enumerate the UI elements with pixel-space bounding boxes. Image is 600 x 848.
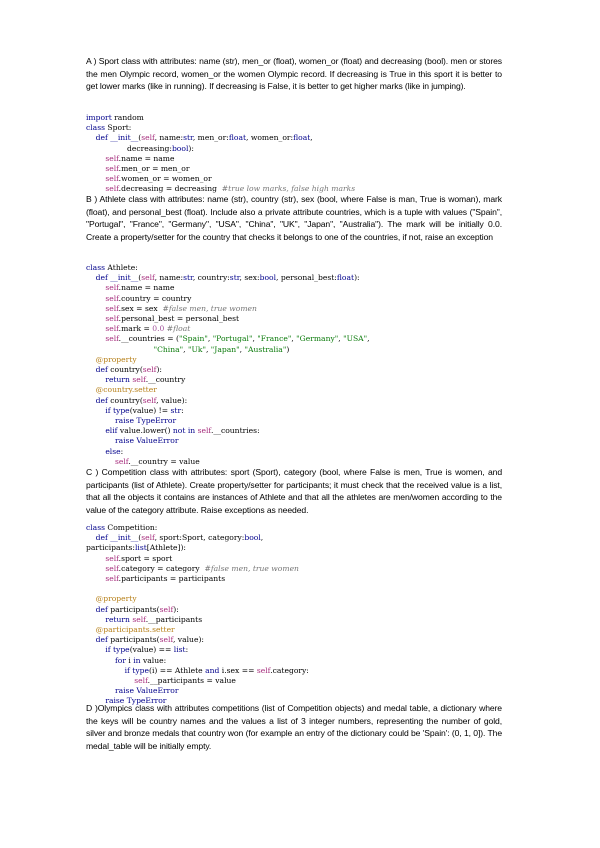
code-line: self.category = category #false men, true women <box>105 563 299 573</box>
code-line: @property <box>86 354 137 364</box>
code-line: import random <box>86 113 144 122</box>
section-a-description: A ) Sport class with attributes: name (str), men_or (float), women_or (float) and decreasing (bool). men or stores the men Olympic record, women_or the women Olympic record. If decreasing is True in this sport it is better to get lower marks (like in running). If decreasing is False, it is better to get higher marks (like in jumping). <box>86 56 502 92</box>
code-line: self.name = name <box>105 153 175 163</box>
code-line: if type(value) != str: <box>105 405 184 415</box>
code-line: class Sport: <box>86 123 132 133</box>
code-line: def __init__(self, name:str, country:str, sex:bool, personal_best:float): <box>95 273 360 283</box>
code-line: self.decreasing = decreasing #true low marks, false high marks <box>105 184 356 194</box>
code-line: self.name = name <box>105 283 175 293</box>
code-line: class Athlete: <box>86 263 138 272</box>
section-b-description: B ) Athlete class with attributes: name (str), country (str), sex (bool, where False is man, True is woman), mark (float), and personal_best (float). Include also a private attribute countries, which is a tuple with values ("Spain", "Portugal", "France", "Germany", "USA", "China", "UK", "Japan", "Australia"). The mark will be initially 0.0. Create a property/setter for the country that checks it belongs to one of the countries, if not, raise an exception <box>86 194 502 242</box>
code-line: if type(value) == list: <box>105 645 189 655</box>
code-line: self.__countries = ("Spain", "Portugal", "France", "Germany", "USA", <box>105 334 370 344</box>
code-line: @participants.setter <box>86 625 175 635</box>
code-line: self.participants = participants <box>105 574 226 584</box>
code-line: self.personal_best = personal_best <box>105 314 240 324</box>
code-line: @property <box>86 594 137 604</box>
code-line: raise TypeError <box>105 696 167 706</box>
code-line: def country(self): <box>95 365 162 375</box>
code-line: self.sport = sport <box>105 553 173 563</box>
code-line: for i in value: <box>114 655 167 665</box>
code-line: self.__country = value <box>114 456 200 466</box>
code-line: self.__participants = value <box>134 676 236 686</box>
section-a-code-block <box>86 113 516 195</box>
code-line: def __init__(self, name:str, men_or:float, women_or:float, <box>95 133 313 143</box>
code-line: self.sex = sex #false men, true women <box>105 303 257 313</box>
code-line: def __init__(self, sport:Sport, category:bool, <box>95 533 264 543</box>
section-b-code-block <box>86 263 516 467</box>
code-line: participants:list[Athlete]): <box>86 543 186 553</box>
code-line: raise TypeError <box>114 416 177 426</box>
section-c-code-block <box>86 523 516 707</box>
section-c-description: C ) Competition class with attributes: sport (Sport), category (bool, where False is men, True is women, and participants (list of Athlete). Create property/setter for participants; it must check that the received value is a list, that all the objects it contains are instances of Athlete and that all the athletes are men/women according to the value of the category attribute. Raise exceptions as needed. <box>86 467 502 515</box>
code-line: class Competition: <box>86 523 158 532</box>
code-line: def participants(self, value): <box>95 635 204 645</box>
code-line: return self.__country <box>105 375 186 385</box>
code-line: self.men_or = men_or <box>105 164 190 174</box>
code-line: self.country = country <box>105 293 192 303</box>
code-line: if type(i) == Athlete and i.sex == self.category: <box>124 665 309 675</box>
code-line: def country(self, value): <box>95 395 188 405</box>
code-line: elif value.lower() not in self.__countries: <box>105 426 260 436</box>
code-line: raise ValueError <box>114 686 179 696</box>
code-line: "China", "Uk", "Japan", "Australia") <box>153 344 290 354</box>
code-line: def participants(self): <box>95 604 179 614</box>
code-line: @country.setter <box>86 385 157 395</box>
code-line: self.women_or = women_or <box>105 174 212 184</box>
code-line: raise ValueError <box>114 436 179 446</box>
section-d-description: D )Olympics class with attributes competitions (list of Competition objects) and medal table, a dictionary where the keys will be country names and the values a list of 3 integer numbers, representing the number of gold, silver and bronze medals that country won (for example an entry of the dictionary could be 'Spain': (0, 1, 0]). The medal_table will be initially empty. <box>86 703 502 751</box>
code-line: decreasing:bool): <box>86 143 194 153</box>
code-line: return self.__participants <box>105 614 203 624</box>
code-line: else: <box>105 446 124 456</box>
code-line: self.mark = 0.0 #float <box>105 324 191 334</box>
